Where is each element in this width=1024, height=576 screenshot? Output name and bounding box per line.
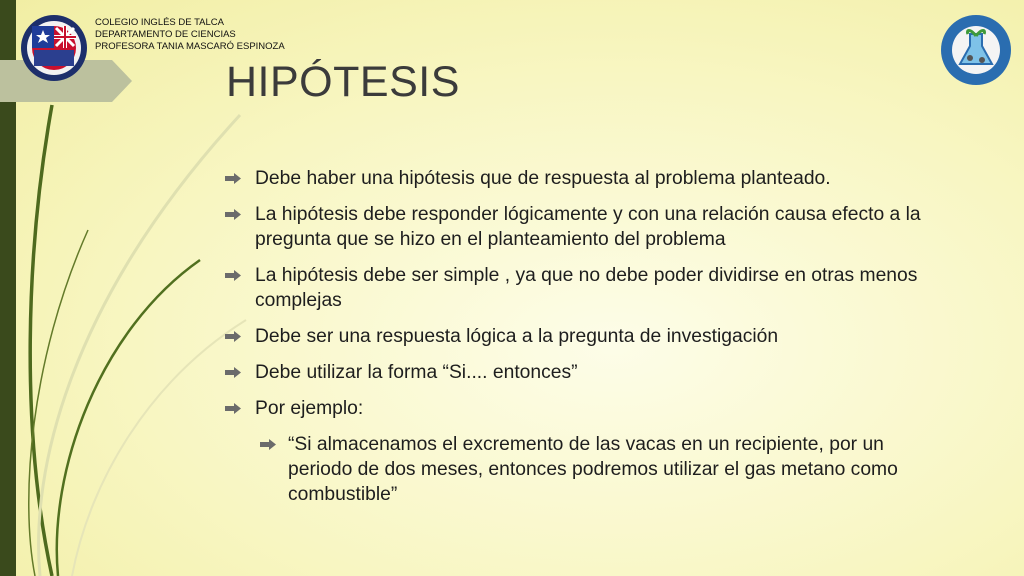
teacher-name: PROFESORA TANIA MASCARÓ ESPINOZA <box>95 41 285 52</box>
sub-bullet-text: “Si almacenamos el excremento de las vacas en un recipiente, por un periodo de dos meses, entonces podremos utilizar el gas metano como combustible” <box>288 434 898 505</box>
arrow-bullet-icon <box>225 173 241 184</box>
bullet-text: La hipótesis debe ser simple , ya que no debe poder dividirse en otras menos complejas <box>255 265 918 311</box>
slide-title: HIPÓTESIS <box>226 58 460 106</box>
arrow-bullet-icon <box>225 403 241 414</box>
bullet-list <box>222 166 942 507</box>
arrow-bullet-icon <box>225 367 241 378</box>
science-department-seal-icon <box>940 14 1012 86</box>
school-crest-icon <box>20 14 88 82</box>
sub-bullet-item <box>222 432 942 507</box>
bullet-text: Debe haber una hipótesis que de respuesta al problema planteado. <box>255 168 831 189</box>
bullet-text: Debe ser una respuesta lógica a la pregunta de investigación <box>255 326 779 347</box>
header-text <box>95 17 285 53</box>
arrow-bullet-icon <box>260 439 276 450</box>
arrow-bullet-icon <box>225 209 241 220</box>
arrow-bullet-icon <box>225 270 241 281</box>
bullet-item <box>222 166 942 191</box>
bullet-item <box>222 202 942 252</box>
bullet-item <box>222 396 942 421</box>
bullet-item <box>222 360 942 385</box>
bullet-text: Debe utilizar la forma “Si.... entonces” <box>255 362 578 383</box>
bullet-item <box>222 263 942 313</box>
bullet-text: La hipótesis debe responder lógicamente y con una relación causa efecto a la pregunta que se hizo en el planteamiento del problema <box>255 204 921 250</box>
school-name: COLEGIO INGLÉS DE TALCA <box>95 17 224 28</box>
bullet-item <box>222 324 942 349</box>
department-name: DEPARTAMENTO DE CIENCIAS <box>95 29 236 40</box>
bullet-text: Por ejemplo: <box>255 398 364 419</box>
arrow-bullet-icon <box>225 331 241 342</box>
